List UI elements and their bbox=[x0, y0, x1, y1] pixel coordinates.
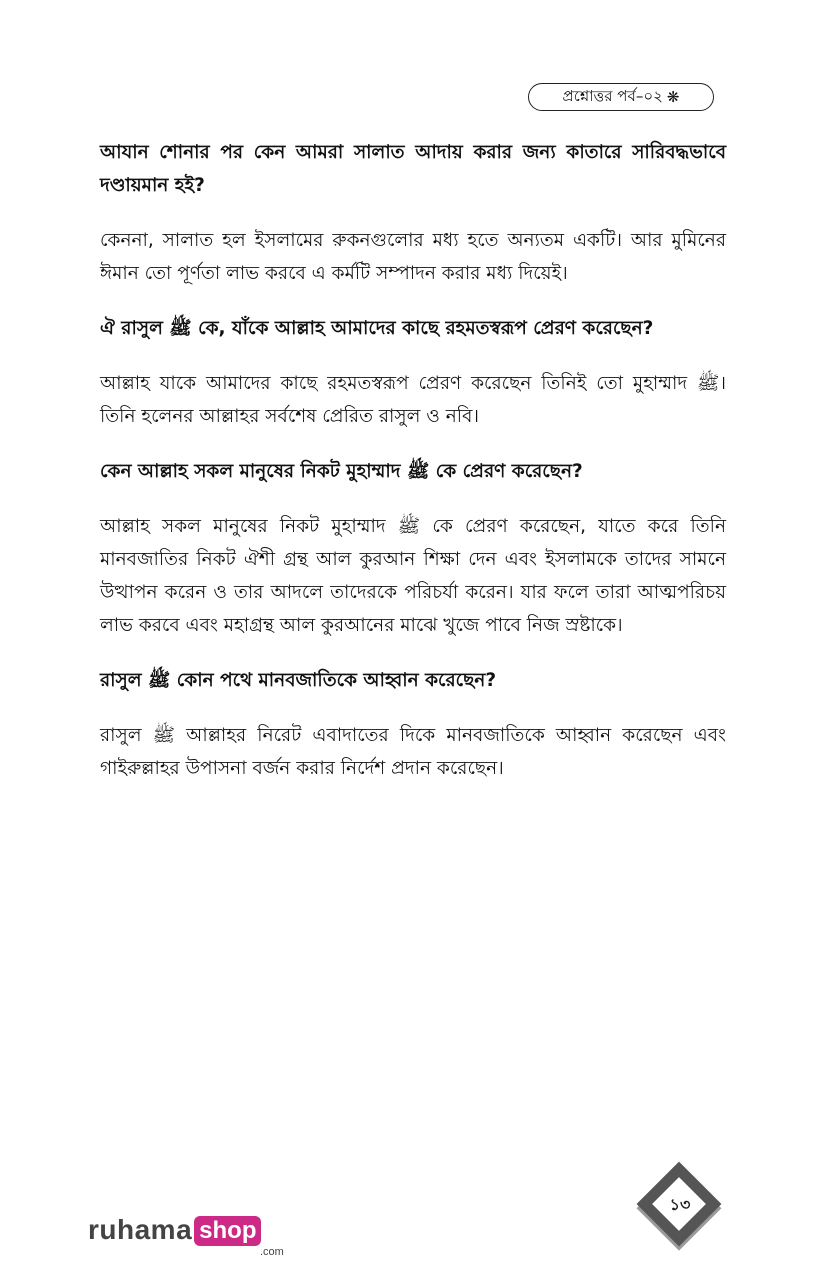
logo-brand-text: ruhama bbox=[88, 1214, 193, 1245]
answer-1: কেননা, সালাত হল ইসলামের রুকনগুলোর মধ্য হতে অন্যতম একটি। আর মুমিনের ঈমান তো পূর্ণতা লাভ করবে এ কর্মটি সম্পাদন করার মধ্য দিয়েই। bbox=[100, 230, 726, 284]
ruhamashop-logo bbox=[88, 1214, 284, 1258]
chapter-title: প্রশ্নোত্তর পর্ব–০২ bbox=[562, 86, 663, 105]
answer-3: আল্লাহ সকল মানুষের নিকট মুহাম্মাদ ﷺ কে প্রেরণ করেছেন, যাতে করে তিনি মানবজাতির নিকট ঐশী গ্রন্থ আল কুরআন শিক্ষা দেন এবং ইসলামকে তাদের সামনে উত্থাপন করেন ও তার আদলে তাদেরকে পরিচর্যা করেন। যার ফলে তারা আত্মপরিচয় লাভ করবে এবং মহাগ্রন্থ আল কুরআনের মাঝে খুজে পাবে নিজ স্রষ্টাকে। bbox=[100, 516, 726, 636]
question-2: ঐ রাসুল ﷺ কে, যাঁকে আল্লাহ আমাদের কাছে রহমতস্বরূপ প্রেরণ করেছেন? bbox=[100, 318, 654, 339]
qa-content bbox=[100, 136, 726, 807]
question-3: কেন আল্লাহ সকল মানুষের নিকট মুহাম্মাদ ﷺ কে প্রেরণ করেছেন? bbox=[100, 461, 583, 482]
page-number: ১৩ bbox=[669, 1194, 691, 1214]
logo-shop-text: shop bbox=[194, 1216, 261, 1246]
answer-4: রাসুল ﷺ আল্লাহর নিরেট এবাদাতের দিকে মানবজাতিকে আহ্বান করেছেন এবং গাইরুল্লাহর উপাসনা বর্জন করার নির্দেশ প্রদান করেছেন। bbox=[100, 725, 726, 779]
logo-domain-text: .com bbox=[260, 1246, 284, 1258]
chapter-header bbox=[528, 83, 714, 111]
ornament-icon: ❋ bbox=[666, 88, 680, 106]
answer-2: আল্লাহ যাকে আমাদের কাছে রহমতস্বরূপ প্রেরণ করেছেন তিনিই তো মুহাম্মাদ ﷺ। তিনি হলেনর আল্লাহর সর্বশেষ প্রেরিত রাসুল ও নবি। bbox=[100, 373, 726, 427]
question-4: রাসুল ﷺ কোন পথে মানবজাতিকে আহ্বান করেছেন? bbox=[100, 670, 497, 691]
question-1: আযান শোনার পর কেন আমরা সালাত আদায় করার জন্য কাতারে সারিবদ্ধভাবে দণ্ডায়মান হই? bbox=[100, 142, 726, 196]
